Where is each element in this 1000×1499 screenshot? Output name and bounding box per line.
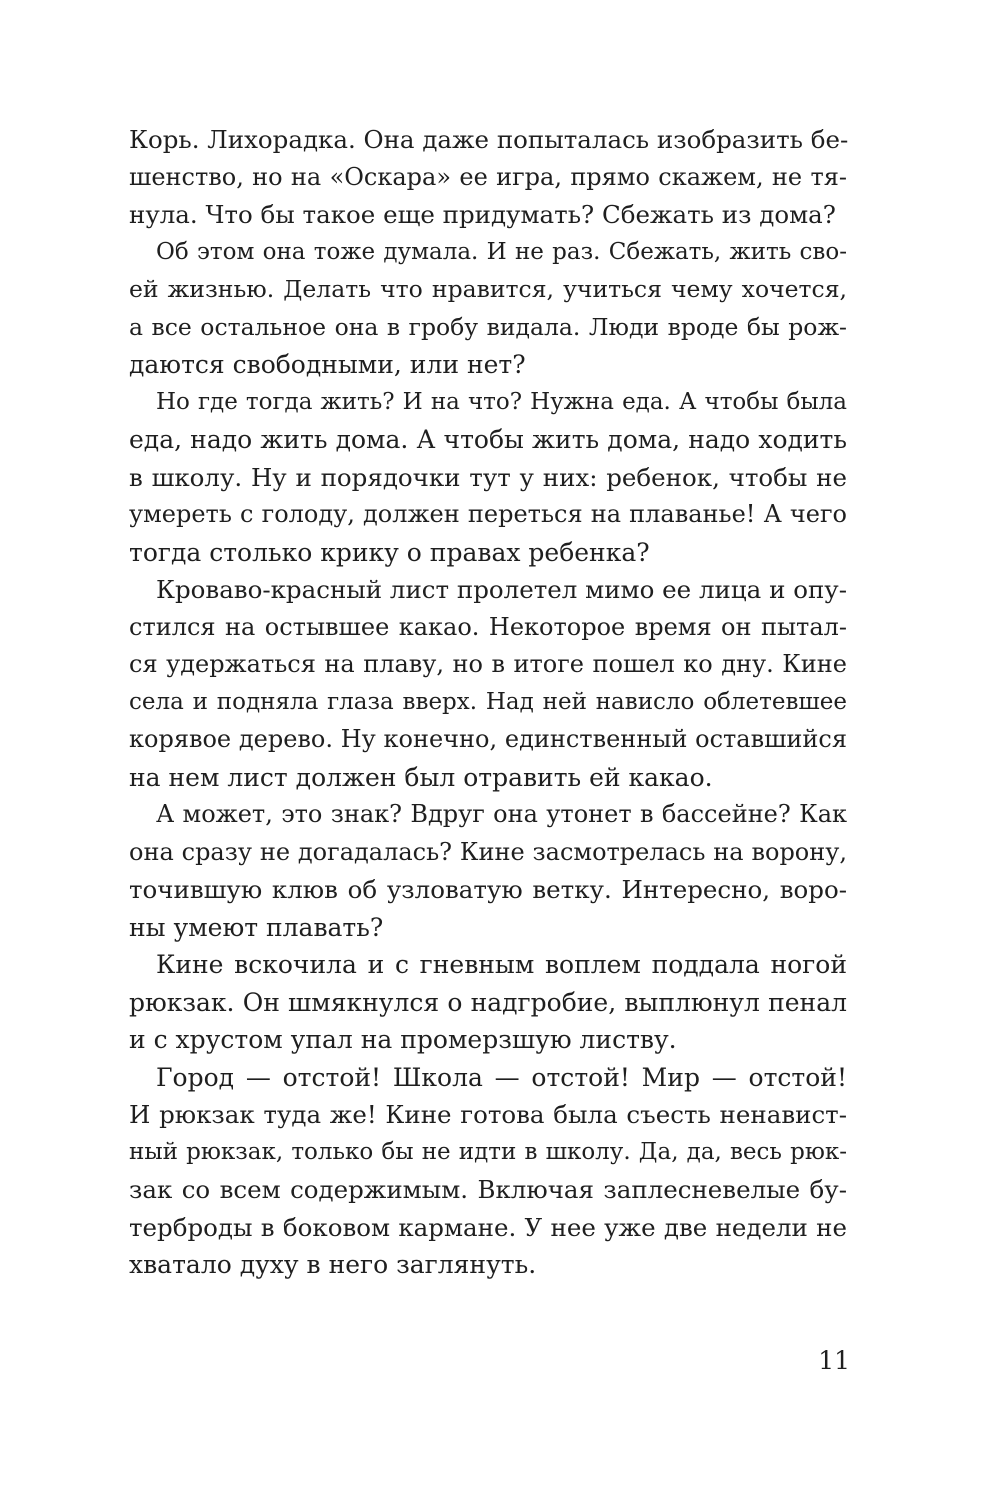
text-line: Корь. Лихорадка. Она даже попыталась изобразить бе- bbox=[129, 125, 849, 154]
text-line: А может, это знак? Вдруг она утонет в бассейне? Как bbox=[156, 800, 847, 828]
text-line: села и подняла глаза вверх. Над ней нависло облетевшее bbox=[129, 688, 847, 715]
text-line: и с хрустом упал на промерзшую листву. bbox=[129, 1025, 677, 1054]
text-line: на нем лист должен был отравить ей какао. bbox=[129, 762, 713, 792]
text-line: рюкзак. Он шмякнулся о надгробие, выплюнул пенал bbox=[129, 987, 847, 1017]
paragraph bbox=[129, 571, 847, 796]
text-line: ны умеют плавать? bbox=[129, 912, 384, 942]
text-line: ей жизнью. Делать что нравится, учиться чему хочется, bbox=[129, 275, 847, 303]
text-line: она сразу не догадалась? Кине засмотрелась на ворону, bbox=[129, 837, 847, 866]
text-line: корявое дерево. Ну конечно, единственный оставшийся bbox=[129, 725, 847, 753]
text-line: Кроваво-красный лист пролетел мимо ее лица и опу- bbox=[156, 575, 847, 604]
text-line: а все остальное она в гробу видала. Люди вроде бы рож- bbox=[129, 312, 847, 341]
text-line: зак со всем содержимым. Включая заплесневелые бу- bbox=[129, 1175, 847, 1204]
text-line: даются свободными, или нет? bbox=[129, 350, 526, 379]
text-line: Но где тогда жить? И на что? Нужна еда. А чтобы была bbox=[156, 388, 847, 415]
text-line: нула. Что бы такое еще придумать? Сбежать из дома? bbox=[129, 200, 836, 229]
text-line: тогда столько крику о правах ребенка? bbox=[129, 537, 650, 567]
text-line: умереть с голоду, должен переться на плаванье! А чего bbox=[129, 500, 847, 528]
text-line: стился на остывшее какао. Некоторое время он пытал- bbox=[129, 612, 847, 641]
page-number: 11 bbox=[818, 1346, 850, 1375]
paragraph bbox=[129, 1059, 847, 1284]
paragraph bbox=[129, 121, 847, 234]
text-line: в школу. Ну и порядочки тут у них: ребенок, чтобы не bbox=[129, 462, 847, 492]
text-line: терброды в боковом кармане. У нее уже две недели не bbox=[129, 1212, 847, 1242]
text-line: Кине вскочила и с гневным воплем поддала ногой bbox=[156, 950, 847, 979]
text-line: шенство, но на «Оскара» ее игра, прямо скажем, не тя- bbox=[129, 162, 847, 191]
text-line: хватало духу в него заглянуть. bbox=[129, 1250, 537, 1279]
text-line: точившую клюв об узловатую ветку. Интересно, воро- bbox=[129, 875, 847, 904]
paragraph bbox=[129, 796, 847, 946]
text-line: И рюкзак туда же! Кине готова была съесть ненавист- bbox=[129, 1100, 847, 1129]
text-line: еда, надо жить дома. А чтобы жить дома, надо ходить bbox=[129, 425, 847, 454]
text-line: ный рюкзак, только бы не идти в школу. Да, да, весь рюк- bbox=[129, 1138, 847, 1165]
body-text bbox=[129, 121, 847, 1284]
text-line: Об этом она тоже думала. И не раз. Сбежать, жить сво- bbox=[156, 238, 847, 265]
paragraph bbox=[129, 946, 847, 1059]
text-line: ся удержаться на плаву, но в итоге пошел ко дну. Кине bbox=[129, 650, 847, 678]
paragraph bbox=[129, 384, 847, 572]
paragraph bbox=[129, 234, 847, 384]
text-line: Город — отстой! Школа — отстой! Мир — отстой! bbox=[156, 1062, 847, 1092]
